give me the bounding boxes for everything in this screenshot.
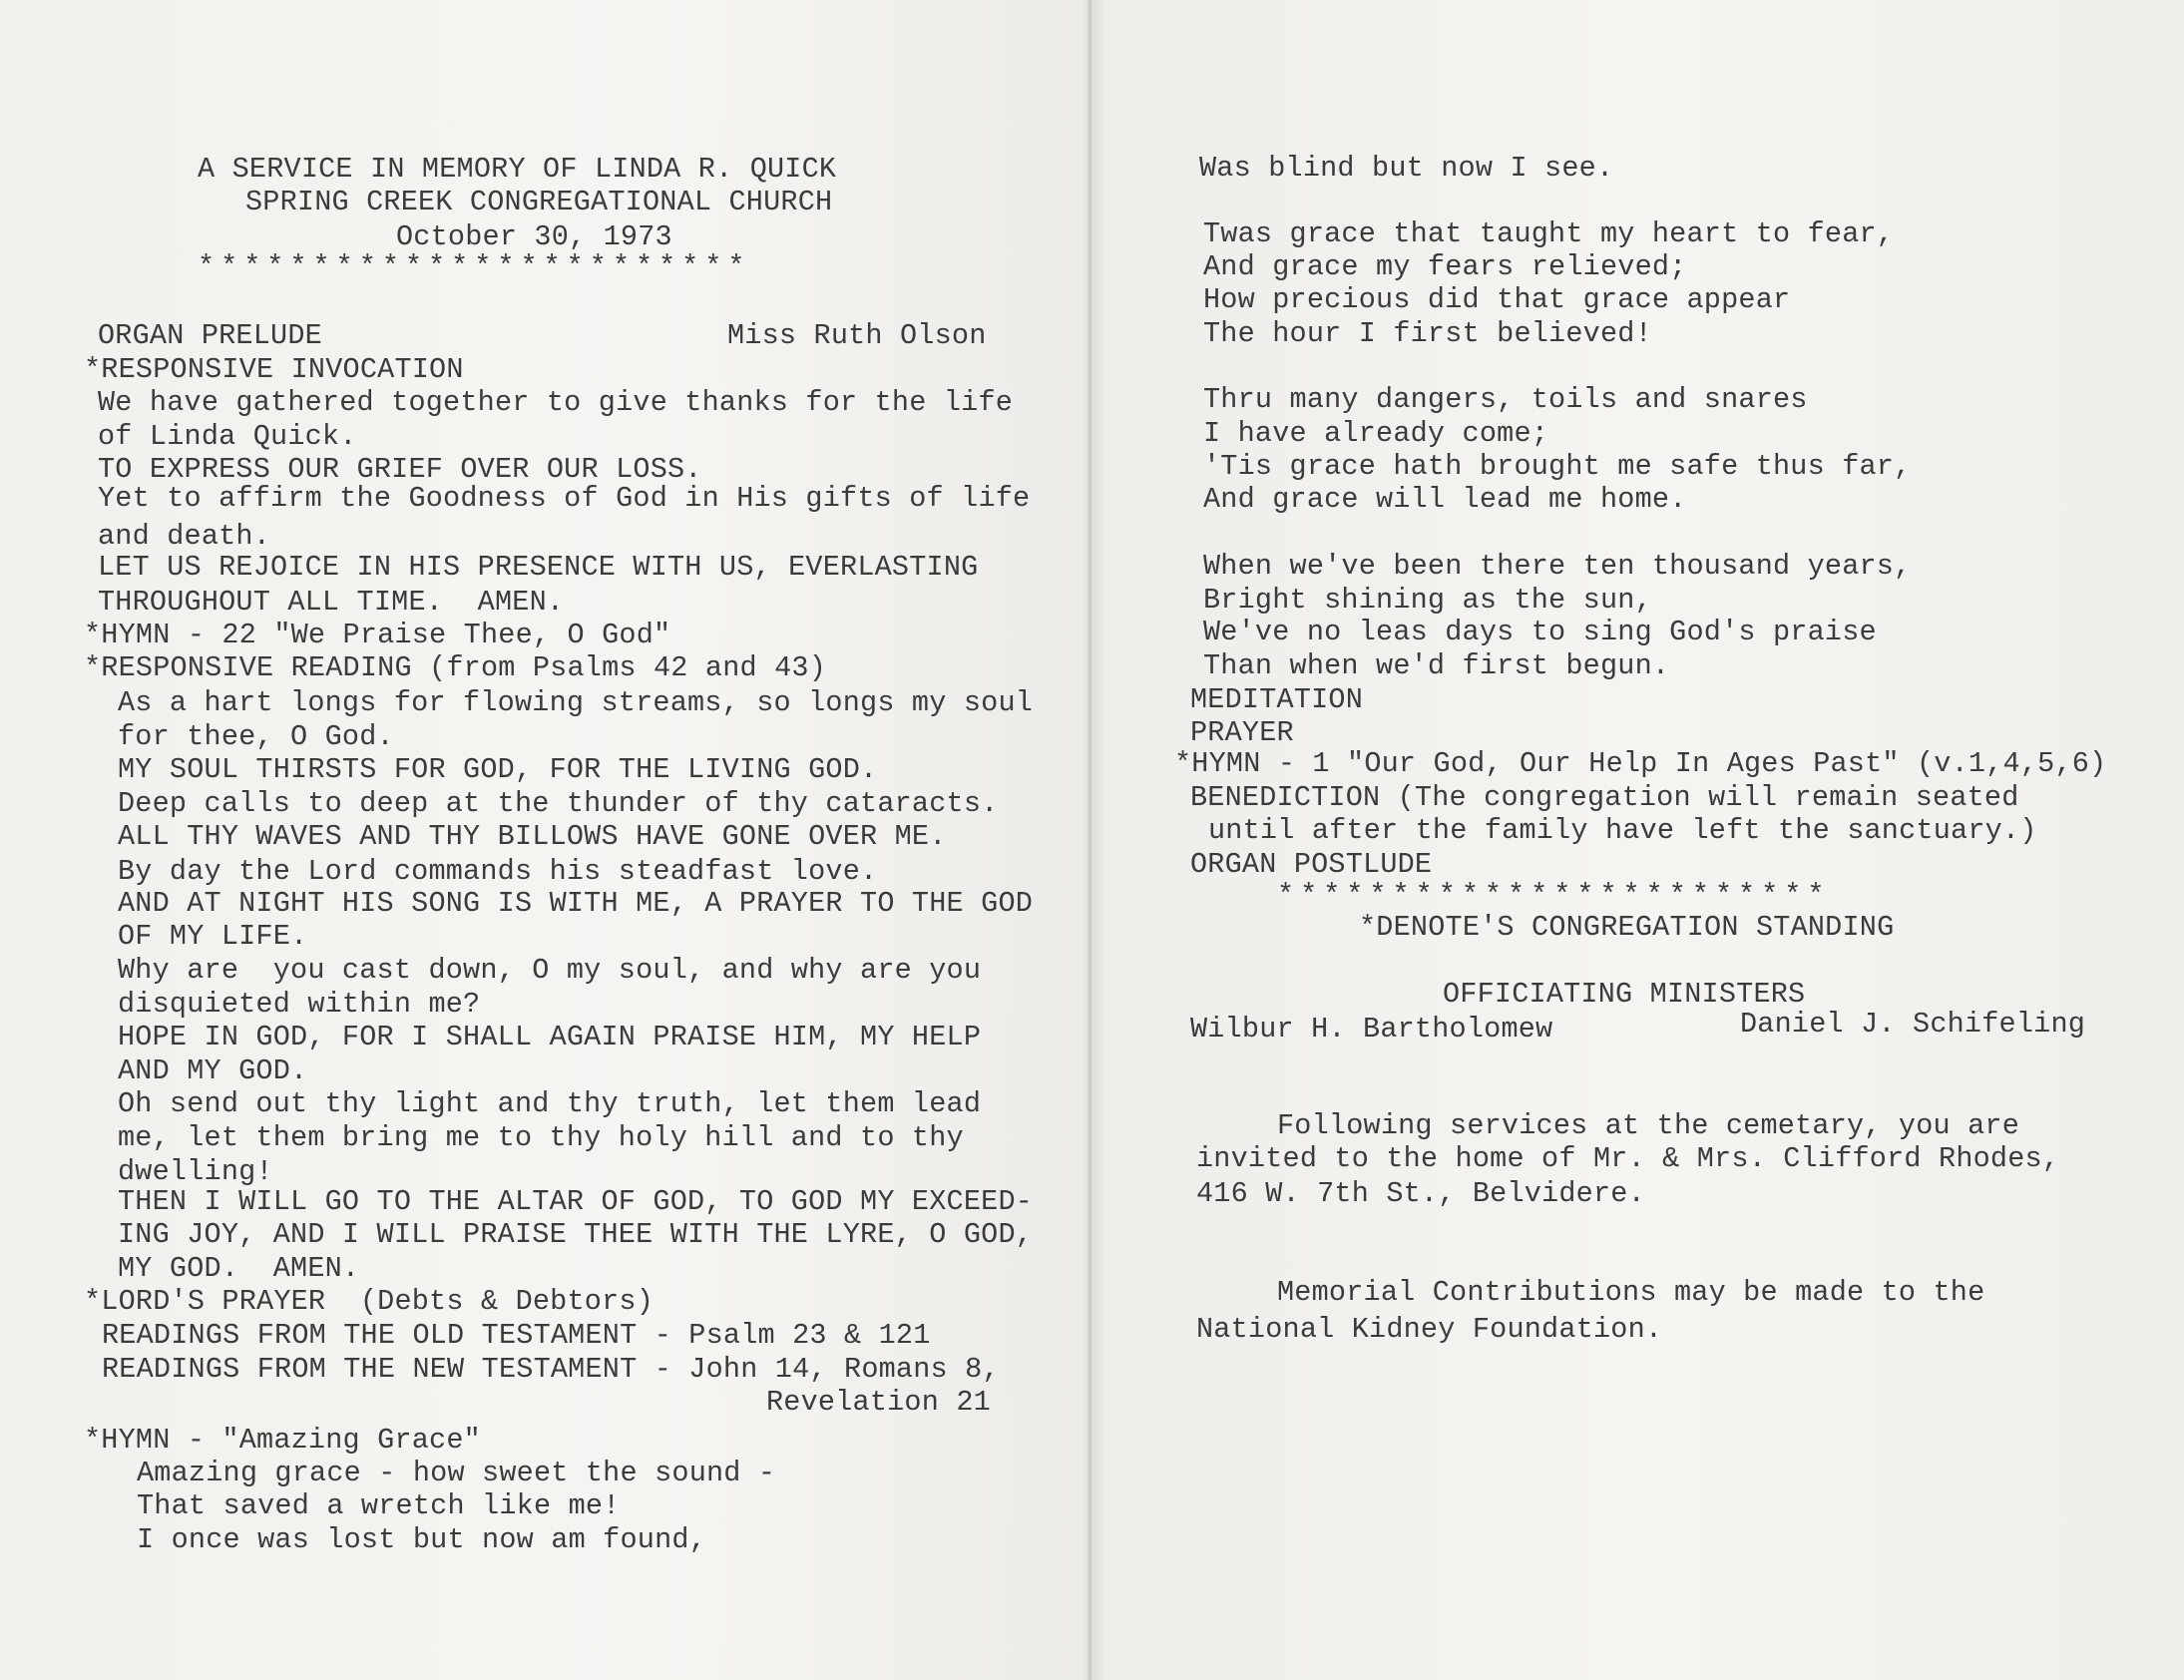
reading-line: ING JOY, AND I WILL PRAISE THEE WITH THE LYRE, O GOD, (118, 1218, 1034, 1251)
minister-name: Daniel J. Schifeling (1740, 1008, 2086, 1041)
invocation-line: THROUGHOUT ALL TIME. AMEN. (98, 586, 565, 619)
service-date: October 30, 1973 (396, 220, 672, 253)
reading-line: AND MY GOD. (118, 1054, 308, 1087)
hymn-line: That saved a wretch like me! (137, 1489, 621, 1522)
footer-stars: ************************ (1277, 879, 1831, 912)
hymn-line: Was blind but now I see. (1199, 152, 1614, 185)
reading-line: disquieted within me? (118, 988, 481, 1021)
hymn-1: *HYMN - 1 "Our God, Our Help In Ages Past" (v.1,4,5,6) (1174, 747, 2107, 780)
invocation-line: TO EXPRESS OUR GRIEF OVER OUR LOSS. (98, 453, 702, 486)
revelation-reading: Revelation 21 (766, 1386, 991, 1419)
lords-prayer: *LORD'S PRAYER (Debts & Debtors) (84, 1285, 654, 1318)
minister-name: Wilbur H. Bartholomew (1190, 1013, 1553, 1046)
benediction-note: until after the family have left the sanctuary.) (1208, 814, 2037, 847)
reading-line: As a hart longs for flowing streams, so longs my soul (118, 686, 1034, 719)
reading-line: MY SOUL THIRSTS FOR GOD, FOR THE LIVING GOD. (118, 753, 878, 786)
reading-line: dwelling! (118, 1155, 273, 1188)
reading-line: for thee, O God. (118, 720, 394, 753)
invocation-line: We have gathered together to give thanks for the life (98, 386, 1014, 419)
hymn-line: How precious did that grace appear (1203, 283, 1791, 316)
reading-line: OF MY LIFE. (118, 920, 308, 953)
invocation-line: of Linda Quick. (98, 420, 357, 453)
reading-line: AND AT NIGHT HIS SONG IS WITH ME, A PRAYER TO THE GOD (118, 887, 1034, 920)
following-note: invited to the home of Mr. & Mrs. Clifford Rhodes, (1196, 1142, 2060, 1175)
new-testament-readings: READINGS FROM THE NEW TESTAMENT - John 14, Romans 8, (102, 1353, 1000, 1386)
reading-line: me, let them bring me to thy holy hill and to thy (118, 1121, 964, 1154)
hymn-line: And grace my fears relieved; (1203, 250, 1687, 283)
memorial-note: Memorial Contributions may be made to the (1277, 1276, 1985, 1309)
service-title: A SERVICE IN MEMORY OF LINDA R. QUICK (198, 153, 837, 186)
invocation-line: and death. (98, 520, 271, 553)
hymn-line: We've no leas days to sing God's praise (1203, 616, 1877, 648)
hymn-22: *HYMN - 22 "We Praise Thee, O God" (84, 619, 671, 651)
reading-line: ALL THY WAVES AND THY BILLOWS HAVE GONE OVER ME. (118, 820, 947, 853)
reading-line: Oh send out thy light and thy truth, let them lead (118, 1087, 982, 1120)
hymn-line: I have already come; (1203, 417, 1549, 450)
invocation-line: LET US REJOICE IN HIS PRESENCE WITH US, EVERLASTING (98, 551, 979, 584)
organ-postlude: ORGAN POSTLUDE (1190, 848, 1433, 881)
hymn-line: When we've been there ten thousand years, (1203, 550, 1912, 583)
right-page (1093, 0, 2184, 1680)
old-testament-readings: READINGS FROM THE OLD TESTAMENT - Psalm 23 & 121 (102, 1319, 931, 1352)
church-name: SPRING CREEK CONGREGATIONAL CHURCH (245, 186, 833, 218)
hymn-line: Twas grace that taught my heart to fear, (1203, 217, 1895, 250)
hymn-line: I once was lost but now am found, (137, 1523, 706, 1556)
following-note: Following services at the cemetary, you are (1277, 1109, 2020, 1142)
following-note: 416 W. 7th St., Belvidere. (1196, 1177, 1645, 1210)
reading-line: By day the Lord commands his steadfast love. (118, 855, 878, 888)
organist-name: Miss Ruth Olson (727, 319, 987, 352)
hymn-line: Bright shining as the sun, (1203, 584, 1652, 617)
meditation: MEDITATION (1190, 683, 1364, 716)
hymn-line: Than when we'd first begun. (1203, 649, 1670, 682)
left-page (0, 0, 1088, 1680)
reading-line: Why are you cast down, O my soul, and why are you (118, 954, 982, 987)
reading-line: HOPE IN GOD, FOR I SHALL AGAIN PRAISE HIM, MY HELP (118, 1021, 982, 1053)
memorial-note: National Kidney Foundation. (1196, 1313, 1663, 1346)
benediction: BENEDICTION (The congregation will remain seated (1190, 781, 2019, 814)
standing-note: *DENOTE'S CONGREGATION STANDING (1359, 911, 1895, 944)
hymn-line: Thru many dangers, toils and snares (1203, 383, 1808, 416)
reading-line: MY GOD. AMEN. (118, 1252, 360, 1285)
ministers-title: OFFICIATING MINISTERS (1443, 978, 1806, 1011)
organ-prelude: ORGAN PRELUDE (98, 319, 322, 352)
hymn-line: The hour I first believed! (1203, 317, 1652, 350)
hymn-line: Amazing grace - how sweet the sound - (137, 1457, 776, 1489)
reading-line: THEN I WILL GO TO THE ALTAR OF GOD, TO GOD MY EXCEED- (118, 1185, 1034, 1218)
hymn-line: 'Tis grace hath brought me safe thus far, (1203, 450, 1912, 483)
header-stars: ************************ (198, 250, 751, 283)
invocation-line: Yet to affirm the Goodness of God in His gifts of life (98, 482, 1031, 515)
responsive-reading-title: *RESPONSIVE READING (from Psalms 42 and 43) (84, 651, 827, 684)
hymn-line: And grace will lead me home. (1203, 483, 1687, 516)
amazing-grace-title: *HYMN - "Amazing Grace" (84, 1424, 481, 1457)
invocation-line: *RESPONSIVE INVOCATION (84, 353, 464, 386)
reading-line: Deep calls to deep at the thunder of thy cataracts. (118, 787, 999, 820)
prayer: PRAYER (1190, 716, 1294, 749)
